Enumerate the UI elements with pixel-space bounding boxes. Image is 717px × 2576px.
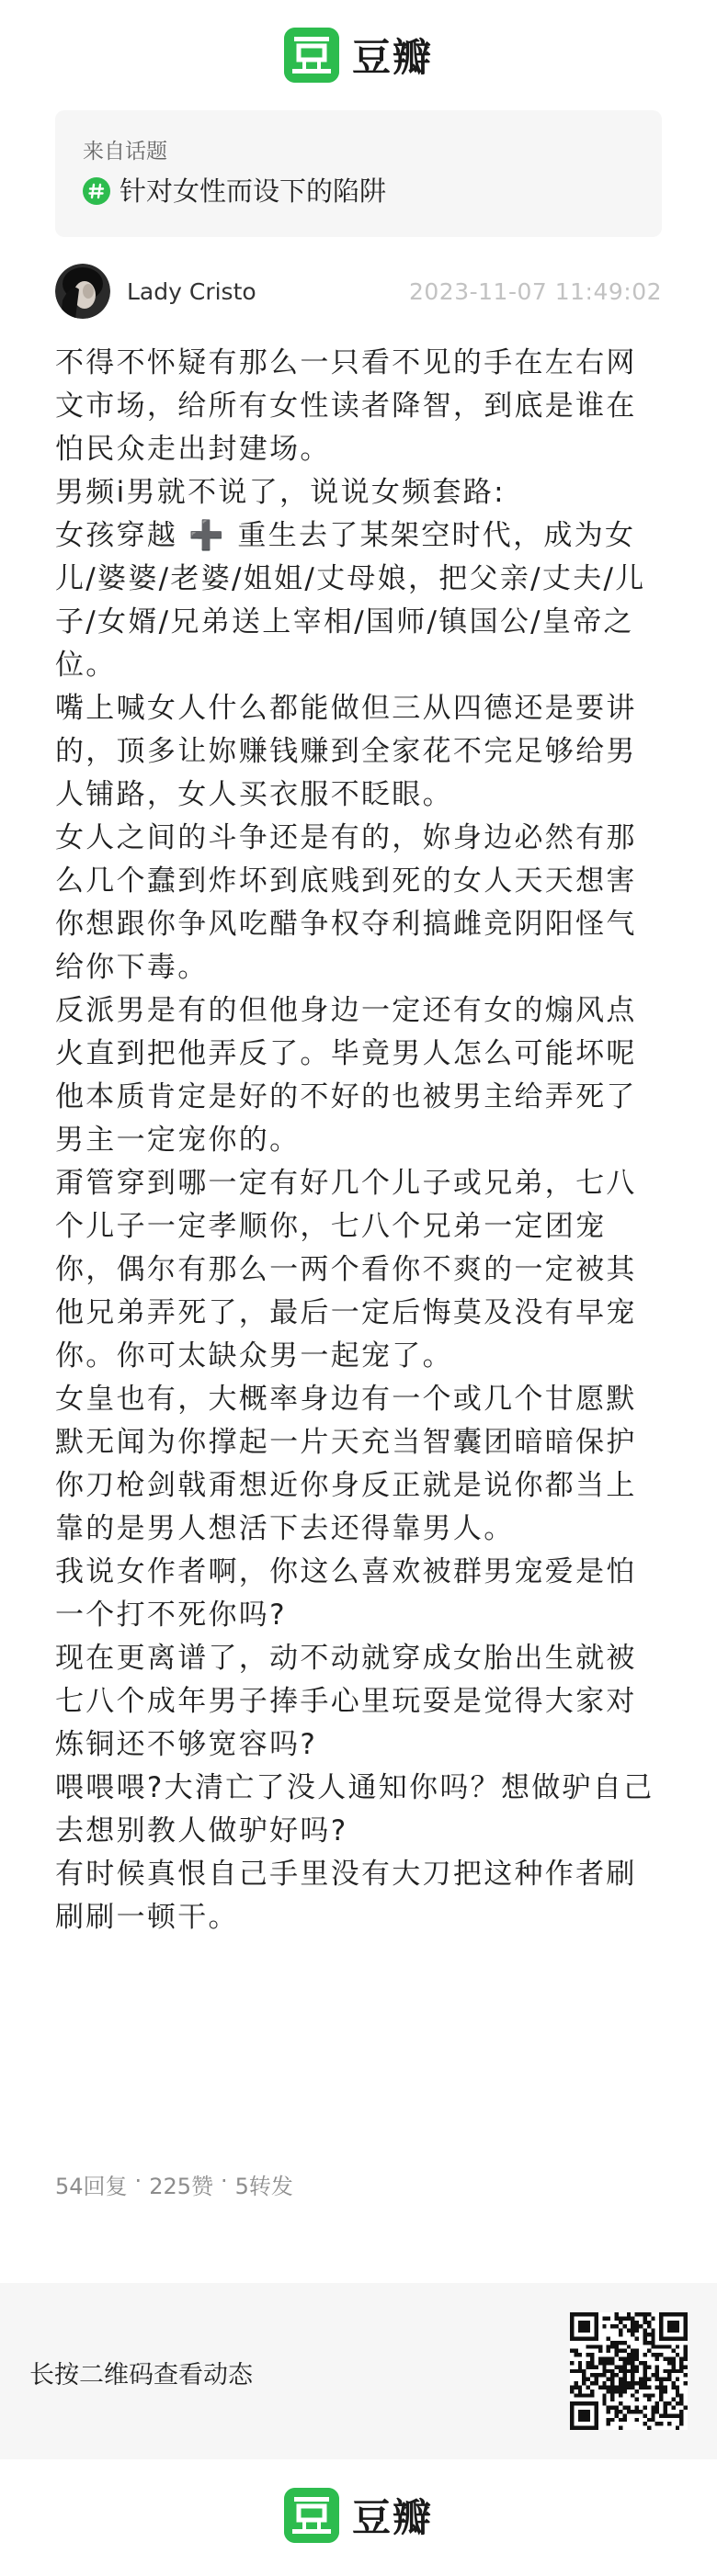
qr-hint-text: 长按二维码查看动态: [29, 2361, 253, 2390]
post-paragraph: 男频i男就不说了，说说女频套路:: [55, 476, 506, 509]
qr-code-icon[interactable]: [570, 2312, 688, 2430]
post-paragraph: 甭管穿到哪一定有好几个儿子或兄弟，七八个儿子一定孝顺你，七八个兄弟一定团宠你，偶尔有那么一两个看你不爽的一定被其他兄弟弄死了，最后一定后悔莫及没有早宠你。你可太缺众男一起宠了。: [55, 1167, 637, 1373]
douban-logo-icon: [284, 28, 339, 83]
brand-name: 豆瓣: [351, 2495, 433, 2540]
post-paragraph: 有时候真恨自己手里没有大刀把这种作者刷刷刷一顿干。: [55, 1858, 637, 1934]
like-count[interactable]: 225赞: [149, 2174, 213, 2199]
topic-row[interactable]: [83, 175, 634, 208]
post-paragraph: 喂喂喂?大清亡了没人通知你吗？想做驴自己去想别教人做驴好吗?: [55, 1771, 654, 1847]
stats-separator: ·: [134, 2168, 142, 2194]
stats-separator: ·: [221, 2168, 228, 2194]
post-body: [55, 342, 666, 1939]
author-row: [55, 264, 662, 319]
douban-logo-icon: [284, 2488, 339, 2543]
post-paragraph: 女孩穿越 ➕ 重生去了某架空时代，成为女儿/婆婆/老婆/姐姐/丈母娘，把父亲/丈夫/儿子/女婿/兄弟送上宰相/国师/镇国公/皇帝之位。: [55, 519, 646, 682]
post-paragraph: 我说女作者啊，你这么喜欢被群男宠爱是怕一个打不死你吗?: [55, 1555, 637, 1632]
topic-title[interactable]: 针对女性而设下的陷阱: [120, 175, 387, 207]
post-paragraph: 不得不怀疑有那么一只看不见的手在左右网文市场，给所有女性读者降智，到底是谁在怕民众走出封建场。: [55, 346, 637, 466]
qr-section: [0, 2283, 717, 2459]
topic-label: 来自话题: [83, 140, 167, 164]
post-paragraph: 反派男是有的但他身边一定还有女的煽风点火直到把他弄反了。毕竟男人怎么可能坏呢他本质肯定是好的不好的也被男主给弄死了男主一定宠你的。: [55, 994, 637, 1157]
reply-count[interactable]: 54回复: [55, 2174, 128, 2199]
post-paragraph: 现在更离谱了，动不动就穿成女胎出生就被七八个成年男子捧手心里玩耍是觉得大家对炼铜还不够宽容吗?: [55, 1642, 637, 1761]
hashtag-icon: [83, 177, 110, 205]
avatar[interactable]: [55, 264, 110, 319]
post-paragraph: 女皇也有，大概率身边有一个或几个甘愿默默无闻为你撑起一片天充当智囊团暗暗保护你刀枪剑戟甭想近你身反正就是说你都当上靠的是男人想活下去还得靠男人。: [55, 1383, 637, 1545]
douban-footer-logo: [0, 2486, 717, 2545]
post-stats: [55, 2168, 293, 2200]
post-paragraph: 女人之间的斗争还是有的，妳身边必然有那么几个蠢到炸坏到底贱到死的女人天天想害你想跟你争风吃醋争权夺利搞雌竞阴阳怪气给你下毒。: [55, 821, 637, 984]
author-name[interactable]: Lady Cristo: [127, 277, 256, 305]
post-timestamp: 2023-11-07 11:49:02: [408, 277, 662, 305]
brand-name: 豆瓣: [351, 35, 433, 80]
repost-count[interactable]: 5转发: [234, 2174, 293, 2199]
topic-card[interactable]: [55, 110, 662, 237]
douban-header-logo: [0, 26, 717, 85]
post-paragraph: 嘴上喊女人什么都能做但三从四德还是要讲的，顶多让妳赚钱赚到全家花不完足够给男人铺路，女人买衣服不眨眼。: [55, 692, 637, 811]
